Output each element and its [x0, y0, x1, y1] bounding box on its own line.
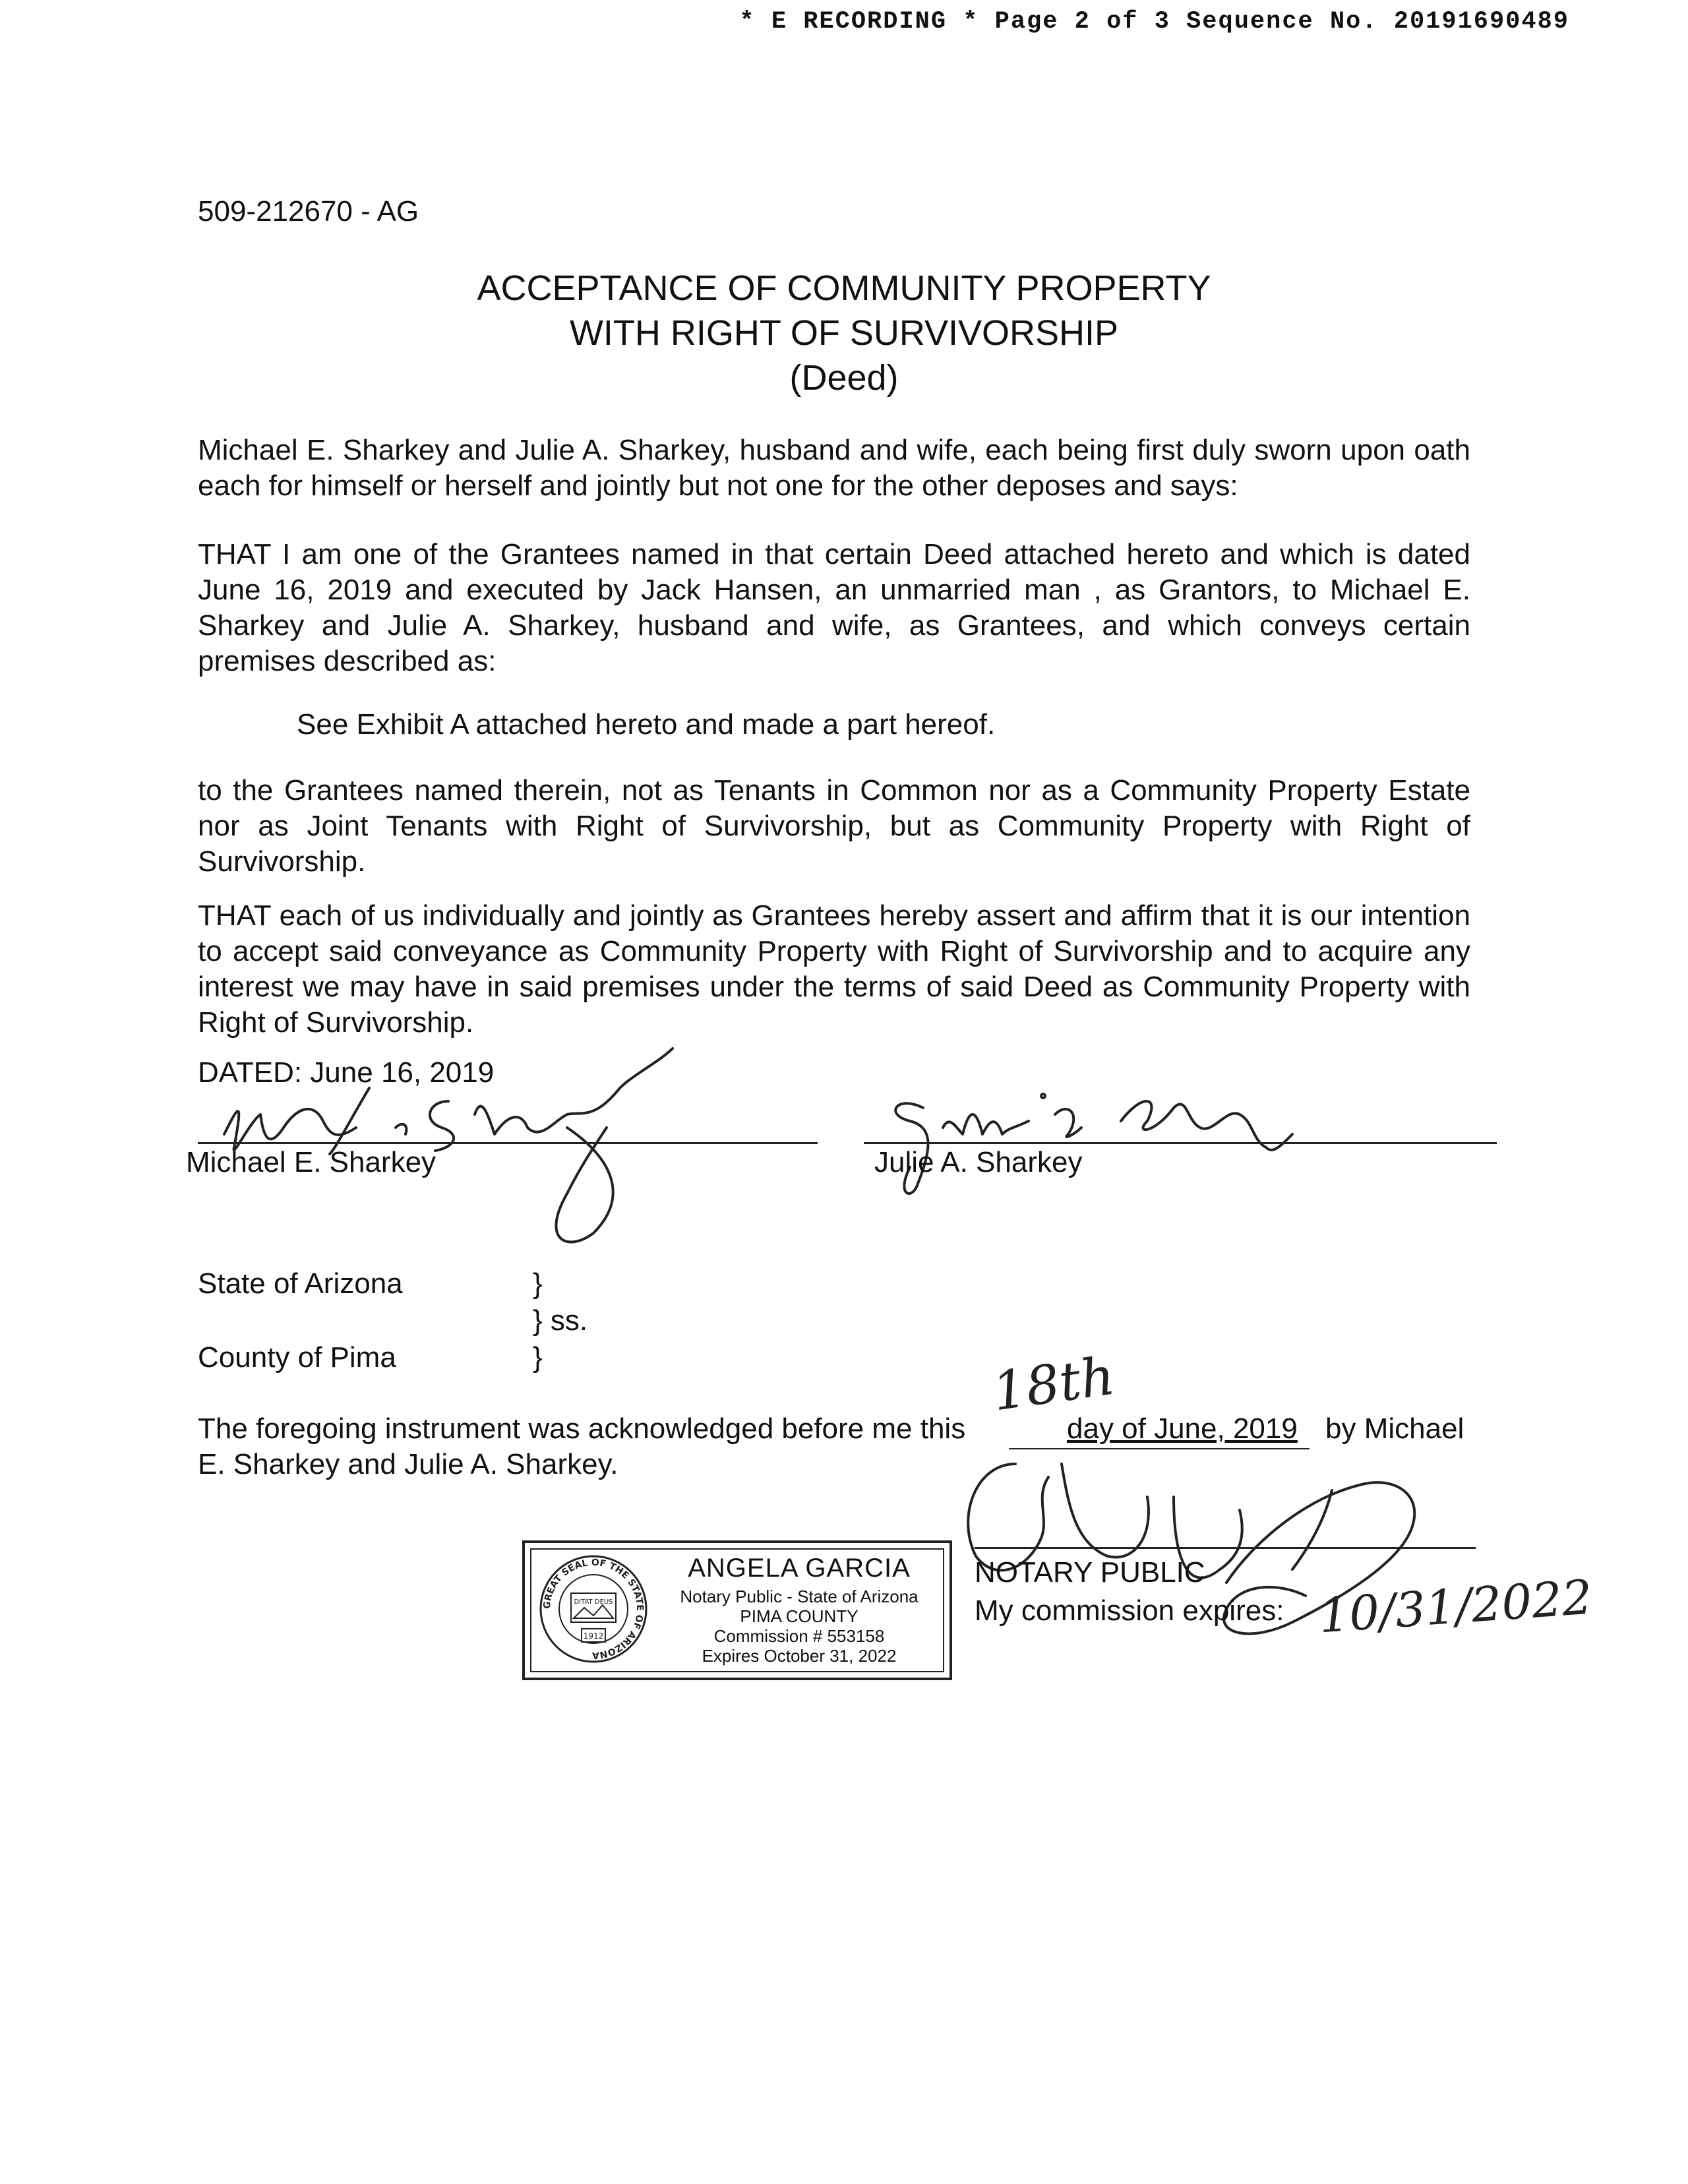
- title-line-1: ACCEPTANCE OF COMMUNITY PROPERTY: [477, 268, 1211, 308]
- signature-line-2: [864, 1142, 1497, 1144]
- venue-state: State of Arizona: [198, 1267, 403, 1300]
- acknowledgment-by: by Michael: [1325, 1412, 1464, 1445]
- acknowledgment-day-written: 18th: [988, 1345, 1119, 1423]
- signer-name-1: Michael E. Sharkey: [186, 1146, 437, 1178]
- commission-expires-label: My commission expires:: [975, 1594, 1284, 1627]
- stamp-notary-name: ANGELA GARCIA: [688, 1554, 911, 1583]
- venue-county: County of Pima: [198, 1341, 396, 1374]
- paragraph-oath: Michael E. Sharkey and Julie A. Sharkey, husband and wife, each being first duly sworn upon oath each for himself or herself and jointly but not one for the other deposes and says:: [198, 434, 1470, 502]
- dated-line: DATED: June 16, 2019: [198, 1056, 495, 1089]
- stamp-line-title: Notary Public - State of Arizona: [680, 1587, 919, 1606]
- exhibit-line: See Exhibit A attached hereto and made a part hereof.: [297, 708, 996, 741]
- acknowledgment-text-2: E. Sharkey and Julie A. Sharkey.: [198, 1448, 618, 1480]
- recording-header: * E RECORDING * Page 2 of 3 Sequence No. 20191690489: [739, 8, 1569, 36]
- seal-year: 1912: [583, 1631, 604, 1641]
- acknowledgment-text-1: The foregoing instrument was acknowledged before me this: [198, 1412, 966, 1445]
- paragraph-tenancy: to the Grantees named therein, not as Tenants in Common nor as a Community Property Estate nor as Joint Tenants with Right of Survivorship, but as Community Property with Right of Survivorship.: [198, 774, 1470, 878]
- venue-brace-ss: } ss.: [533, 1304, 588, 1337]
- seal-text: GREAT SEAL OF THE STATE OF ARIZONA: [541, 1557, 646, 1661]
- svg-text:GREAT SEAL OF THE STATE OF ARI: [542, 1558, 645, 1660]
- title-line-3: (Deed): [789, 358, 899, 398]
- signer-name-2: Julie A. Sharkey: [874, 1146, 1083, 1178]
- file-number: 509-212670 - AG: [198, 195, 419, 228]
- seal-motto: DITAT DEUS: [574, 1598, 613, 1606]
- venue-brace-bottom: }: [533, 1341, 543, 1374]
- commission-expires-date: 10/31/2022: [1317, 1569, 1594, 1644]
- title-line-2: WITH RIGHT OF SURVIVORSHIP: [569, 313, 1119, 353]
- notary-signature-line: [975, 1547, 1476, 1549]
- signature-julie-sharkey: [870, 1068, 1319, 1207]
- venue-brace-top: }: [533, 1267, 543, 1300]
- stamp-line-commission: Commission # 553158: [713, 1626, 885, 1646]
- stamp-line-expires: Expires October 31, 2022: [702, 1646, 897, 1666]
- paragraph-intention: THAT each of us individually and jointly as Grantees hereby assert and affirm that it is our intention to accept said conveyance as Community Property with Right of Survivorship and to acquire any interest we may have in said premises under the terms of said Deed as Community Property with Right of Survivorship.: [198, 899, 1470, 1039]
- signature-line-1: [198, 1142, 818, 1144]
- notary-public-label: NOTARY PUBLIC: [975, 1556, 1205, 1589]
- paragraph-grantees: THAT I am one of the Grantees named in that certain Deed attached hereto and which is dated June 16, 2019 and executed by Jack Hansen, an unmarried man , as Grantors, to Michael E. Sharkey and Julie A. Sharkey, husband and wife, as Grantees, and which conveys certain premises described as:: [198, 538, 1470, 677]
- stamp-line-county: PIMA COUNTY: [740, 1606, 859, 1626]
- notary-stamp: [522, 1540, 952, 1680]
- acknowledgment-month-year: day of June, 2019: [1067, 1412, 1298, 1445]
- state-seal-icon: [537, 1552, 650, 1666]
